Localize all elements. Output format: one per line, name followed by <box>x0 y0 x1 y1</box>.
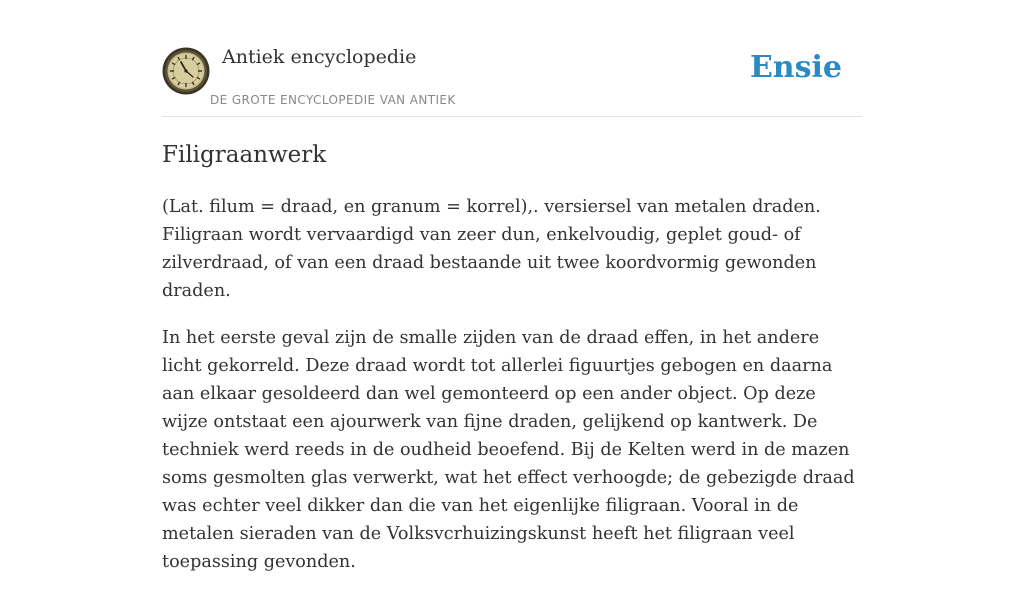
site-subtitle: DE GROTE ENCYCLOPEDIE VAN ANTIEK <box>210 93 456 107</box>
article-paragraph: (Lat. filum = draad, en granum = korrel),. versiersel van metalen draden. Filigraan wordt vervaardigd van zeer dun, enkelvoudig, geplet goud- of zilverdraad, of van een draad bestaande uit twee koordvormig gewonden draden. <box>162 197 821 301</box>
ensie-brand-link[interactable]: Ensie <box>749 50 842 85</box>
site-title[interactable]: Antiek encyclopedie <box>222 46 417 68</box>
clock-icon[interactable] <box>162 47 210 95</box>
site-header <box>162 40 862 117</box>
article-title: Filigraanwerk <box>162 142 327 168</box>
article-paragraph: In het eerste geval zijn de smalle zijden van de draad effen, in het andere licht gekorreld. Deze draad wordt tot allerlei figuurtjes gebogen en daarna aan elkaar gesoldeerd dan wel gemonteerd op een ander object. Op deze wijze ontstaat een ajourwerk van fijne draden, gelijkend op kantwerk. De techniek werd reeds in de oudheid beoefend. Bij de Kelten werd in de mazen soms gesmolten glas verwerkt, wat het effect verhoogde; de gebezigde draad was echter veel dikker dan die van het eigenlijke filigraan. Vooral in de metalen sieraden van de Volksvcrhuizingskunst heeft het filigraan veel toepassing gevonden. <box>162 328 855 572</box>
article <box>162 140 862 595</box>
